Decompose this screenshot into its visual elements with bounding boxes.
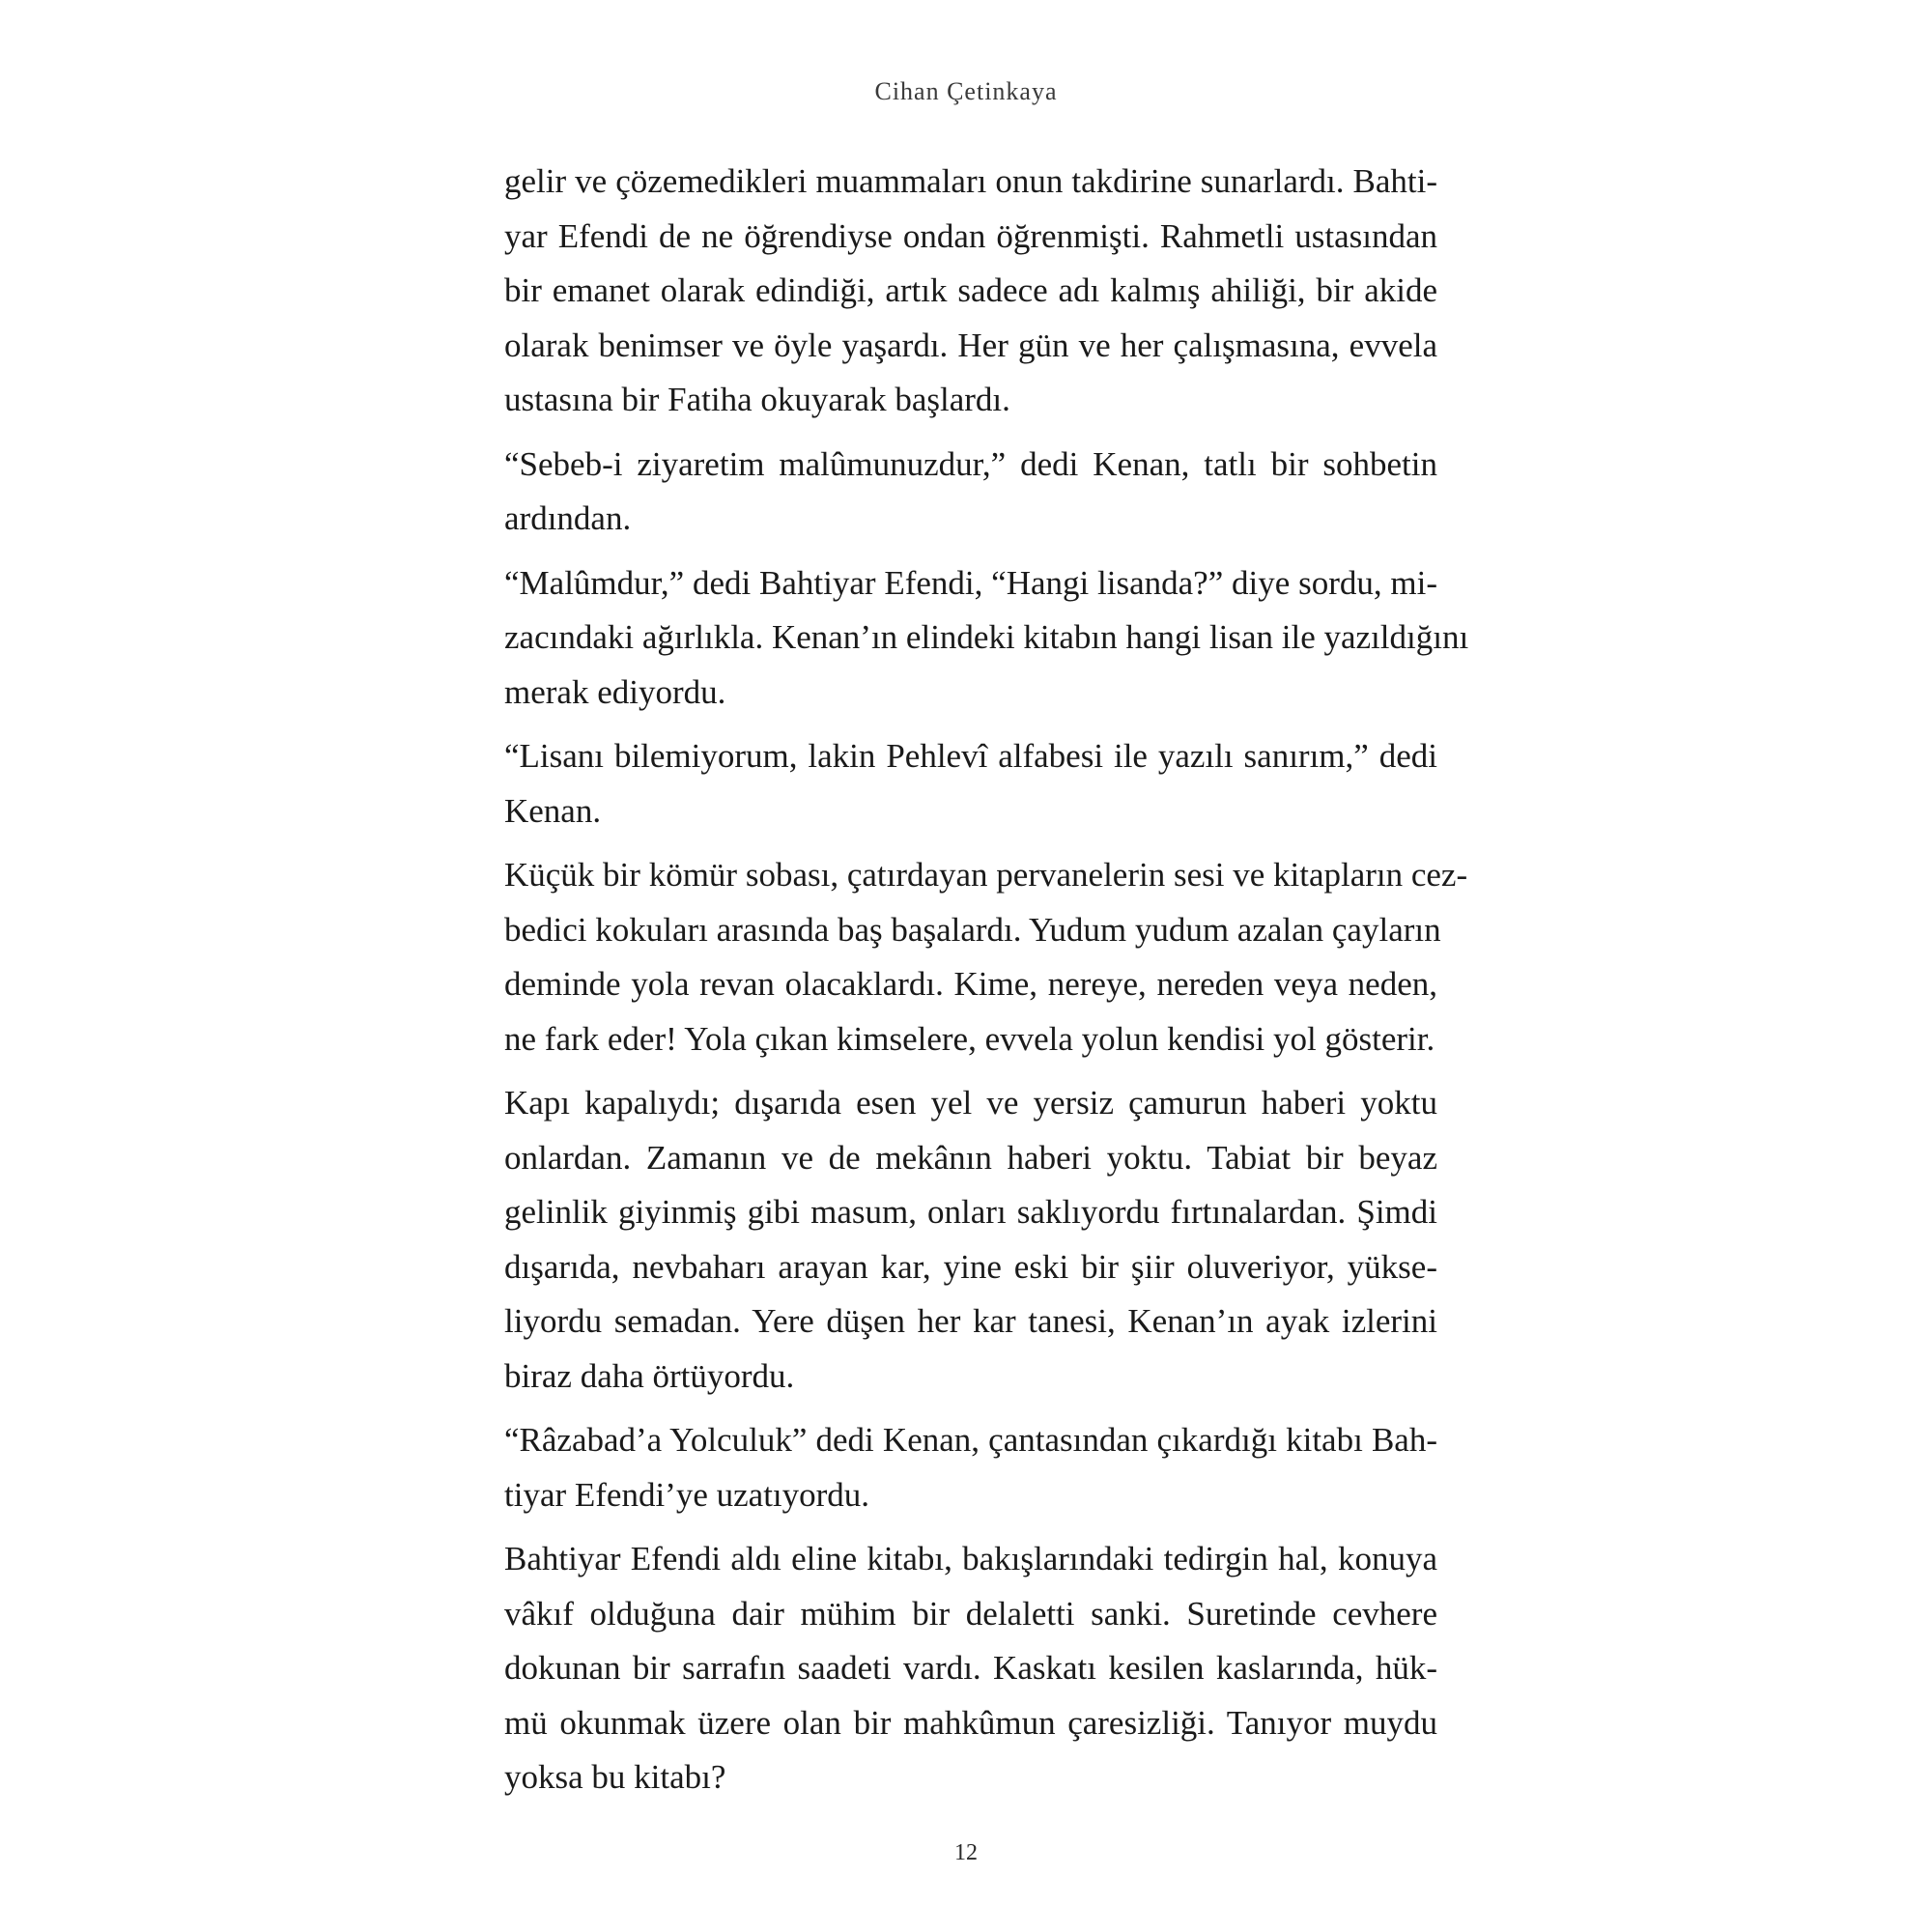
text-line: gelinlik giyinmiş gibi masum, onları saklıyordu fırtınalardan. Şimdi [504,1193,1437,1231]
text-line: ardından. [504,499,632,537]
text-line: olarak benimser ve öyle yaşardı. Her gün ve her çalışmasına, evvela [504,326,1437,364]
text-line: tiyar Efendi’ye uzatıyordu. [504,1475,870,1514]
body-text [504,155,1469,1815]
text-line: merak ediyordu. [504,672,726,711]
text-line: dışarıda, nevbaharı arayan kar, yine eski bir şiir oluveriyor, yükse- [504,1247,1437,1286]
running-header-author: Cihan Çetinkaya [874,77,1058,105]
paragraph [504,1413,1437,1522]
paragraph [504,155,1437,428]
text-line: yoksa bu kitabı? [504,1758,726,1796]
text-line: “Malûmdur,” dedi Bahtiyar Efendi, “Hangi lisanda?” diye sordu, mi- [504,563,1437,602]
text-line: Kapı kapalıydı; dışarıda esen yel ve yersiz çamurun haberi yoktu [504,1084,1437,1122]
text-line: Bahtiyar Efendi aldı eline kitabı, bakışlarındaki tedirgin hal, konuya [504,1540,1437,1577]
text-line: bedici kokuları arasında baş başalardı. Yudum yudum azalan çayların [504,910,1441,949]
text-line: ustasına bir Fatiha okuyarak başlardı. [504,381,1010,418]
paragraph [504,729,1437,838]
text-line: “Lisanı bilemiyorum, lakin Pehlevî alfabesi ile yazılı sanırım,” dedi [504,737,1437,775]
text-line: liyordu semadan. Yere düşen her kar tanesi, Kenan’ın ayak izlerini [504,1302,1437,1340]
text-line: vâkıf olduğuna dair mühim bir delaletti sanki. Suretinde cevhere [504,1594,1437,1633]
paragraph [504,1532,1437,1805]
text-line: zacındaki ağırlıkla. Kenan’ın elindeki kitabın hangi lisan ile yazıldığını [504,618,1469,656]
text-line: gelir ve çözemedikleri muammaları onun takdirine sunarlardı. Bahti- [504,162,1437,200]
paragraph [504,438,1437,547]
paragraph [504,848,1468,1066]
text-line: “Râzabad’a Yolculuk” dedi Kenan, çantasından çıkardığı kitabı Bah- [504,1421,1437,1459]
text-line: biraz daha örtüyordu. [504,1356,795,1395]
text-line: dokunan bir sarrafın saadeti vardı. Kaskatı kesilen kaslarında, hük- [504,1649,1437,1687]
text-line: mü okunmak üzere olan bir mahkûmun çaresizliği. Tanıyor muydu [504,1703,1437,1742]
paragraph [504,1076,1437,1404]
text-line: Küçük bir kömür sobası, çatırdayan pervanelerin sesi ve kitapların cez- [504,856,1468,894]
page-number: 12 [954,1840,978,1865]
text-line: bir emanet olarak edindiği, artık sadece adı kalmış ahiliği, bir akide [504,271,1437,309]
text-line: onlardan. Zamanın ve de mekânın haberi yoktu. Tabiat bir beyaz [504,1138,1437,1177]
text-line: deminde yola revan olacaklardı. Kime, nereye, nereden veya neden, [504,965,1437,1003]
paragraph [504,556,1469,721]
text-line: yar Efendi de ne öğrendiyse ondan öğrenmişti. Rahmetli ustasından [504,216,1437,255]
text-line: Kenan. [504,791,602,830]
text-line: “Sebeb-i ziyaretim malûmunuzdur,” dedi Kenan, tatlı bir sohbetin [504,444,1437,483]
text-line: ne fark eder! Yola çıkan kimselere, evvela yolun kendisi yol gösterir. [504,1019,1435,1058]
